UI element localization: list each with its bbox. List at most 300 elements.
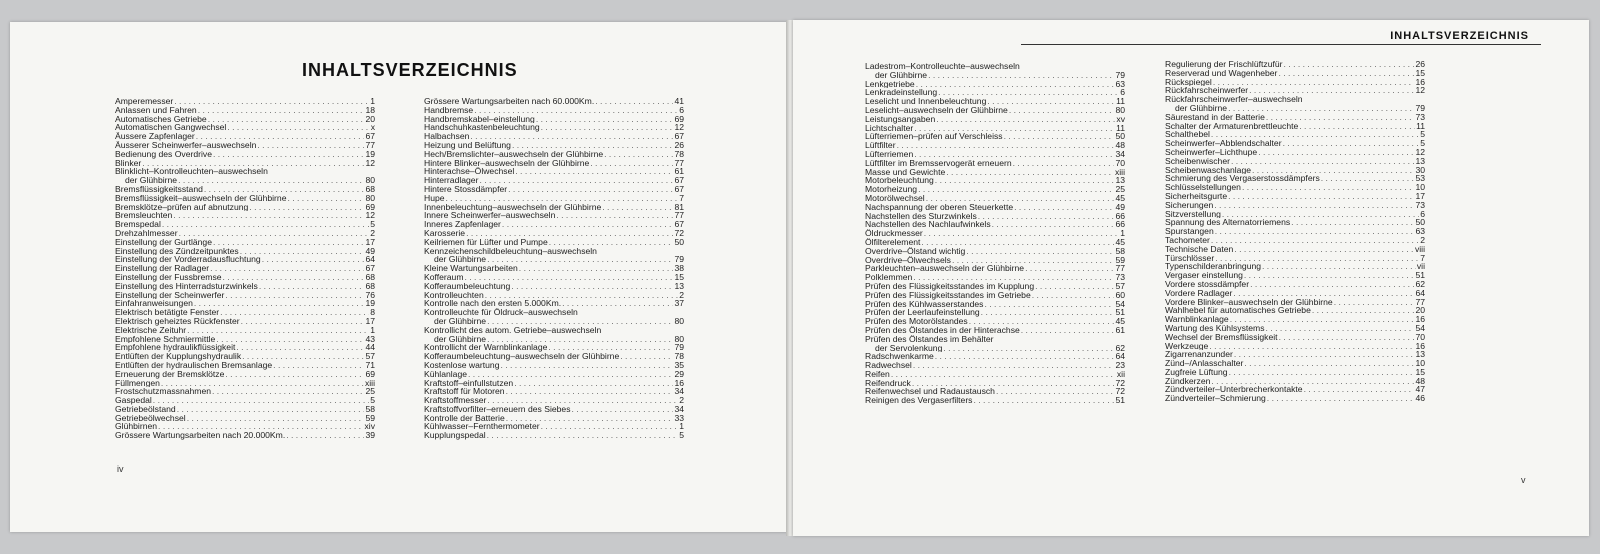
entry-title: Kraftstoff für Motoren — [424, 387, 505, 397]
dot-leader — [921, 238, 1114, 247]
entry-title: Scheibenwaschanlage — [1165, 165, 1252, 175]
entry-page-number: xii — [1116, 369, 1125, 379]
dot-leader — [187, 414, 365, 423]
dot-leader — [928, 71, 1114, 80]
dot-leader — [924, 229, 1119, 238]
entry-page-number: 67 — [674, 184, 684, 194]
entry-page-number: 58 — [1115, 246, 1125, 256]
entry-page-number: 67 — [674, 176, 684, 185]
entry-page-number: 5 — [1420, 139, 1425, 148]
index-entry — [115, 379, 375, 388]
dot-leader — [541, 123, 674, 132]
dot-leader — [891, 370, 1116, 379]
index-entry — [1165, 201, 1425, 210]
index-entry — [1165, 69, 1425, 78]
entry-title: Lüftfilter — [865, 141, 896, 150]
entry-page-number: 63 — [1115, 79, 1125, 89]
entry-page-number: 60 — [1115, 290, 1125, 300]
entry-title: Zigarrenanzunder — [1165, 350, 1233, 360]
entry-title: Reserverad und Wagenheber — [1165, 68, 1278, 78]
index-entry — [1165, 368, 1425, 377]
entry-title: Prüfen des Motorölstandes — [865, 317, 968, 326]
dot-leader — [198, 106, 365, 115]
index-entry — [115, 405, 375, 414]
index-entry — [865, 387, 1125, 396]
entry-title: Radschwenkarme — [865, 352, 934, 362]
entry-page-number: 6 — [1420, 209, 1425, 219]
dot-leader — [1250, 280, 1414, 289]
entry-title: Innenbeleuchtung–auswechseln der Glühbirne — [424, 202, 602, 212]
dot-leader — [620, 352, 673, 361]
entry-title: Einstellung des Hinterradsturzwinkels — [115, 281, 258, 291]
dot-leader — [210, 264, 364, 273]
entry-page-number: 77 — [365, 140, 375, 150]
dot-leader — [996, 387, 1114, 396]
entry-page-number: 17 — [365, 237, 375, 247]
dot-leader — [541, 422, 679, 431]
entry-title: Rückspiegel — [1165, 77, 1212, 87]
entry-page-number: 67 — [674, 132, 684, 141]
dot-leader — [1213, 78, 1415, 87]
index-entry — [1165, 359, 1425, 368]
dot-leader — [1229, 368, 1415, 377]
entry-page-number: 61 — [1115, 325, 1125, 335]
index-entry — [424, 326, 684, 335]
entry-title: Einstellung der Gurtlänge — [115, 237, 212, 247]
entry-title: Ölfilterelement — [865, 237, 921, 247]
index-entry — [865, 370, 1125, 379]
page-title: INHALTSVERZEICHNIS — [1390, 30, 1529, 42]
dot-leader — [1004, 132, 1115, 141]
dot-leader — [1214, 201, 1414, 210]
entry-page-number: 78 — [674, 352, 684, 361]
entry-title: Prüfen des Flüssigkeitsstandes im Getriebe — [865, 290, 1031, 300]
entry-page-number: x — [370, 123, 375, 133]
dot-leader — [1312, 306, 1415, 315]
entry-title: Lichtschalter — [865, 123, 914, 133]
dot-leader — [162, 220, 369, 229]
entry-page-number: 5 — [679, 431, 684, 441]
entry-title: Innere Scheinwerfer–auswechseln — [424, 211, 556, 221]
dot-leader — [178, 176, 364, 185]
entry-page-number: 19 — [365, 299, 375, 309]
entry-page-number: 45 — [1115, 237, 1125, 247]
index-entry — [1165, 245, 1425, 254]
dot-leader — [913, 361, 1115, 370]
entry-title: Blinklicht–Kontrolleuchten–auswechseln — [115, 167, 268, 177]
dot-leader — [1211, 377, 1414, 386]
dot-leader — [241, 317, 365, 326]
entry-page-number: 2 — [1420, 235, 1425, 245]
entry-title: Gaspedal — [115, 396, 152, 405]
dot-leader — [981, 308, 1115, 317]
entry-title: Nachstellen des Sturzwinkels — [865, 211, 977, 221]
index-entry — [865, 176, 1125, 185]
dot-leader — [487, 431, 679, 440]
entry-page-number: 48 — [1115, 141, 1125, 150]
index-entry — [1165, 157, 1425, 166]
dot-leader — [212, 387, 364, 396]
entry-title: Schalthebel — [1165, 130, 1210, 140]
index-entry — [865, 159, 1125, 168]
index-entry — [424, 422, 684, 431]
entry-title: Türschlösser — [1165, 253, 1215, 263]
entry-page-number: 23 — [1115, 361, 1125, 370]
dot-leader — [514, 379, 673, 388]
entry-page-number: 34 — [674, 404, 684, 414]
dot-leader — [602, 203, 673, 212]
dot-leader — [595, 97, 673, 106]
entry-title: der Glühbirne — [1175, 103, 1228, 113]
entry-page-number: 25 — [1115, 185, 1125, 194]
entry-page-number: 17 — [365, 316, 375, 326]
index-entry — [424, 176, 684, 185]
dot-leader — [987, 97, 1115, 106]
entry-page-number: 80 — [674, 316, 684, 326]
index-entry — [115, 396, 375, 405]
entry-title: Einfahranweisungen — [115, 299, 193, 309]
entry-page-number: 68 — [365, 281, 375, 291]
entry-title: der Glühbirne — [434, 334, 487, 344]
entry-page-number: 35 — [674, 360, 684, 370]
entry-page-number: 20 — [1415, 306, 1425, 316]
entry-page-number: 1 — [1120, 229, 1125, 238]
index-entry — [115, 387, 375, 396]
dot-leader — [225, 370, 364, 379]
index-entry — [424, 370, 684, 379]
index-entry — [424, 299, 684, 308]
entry-page-number: 12 — [365, 211, 375, 221]
index-entry — [424, 211, 684, 220]
index-entry — [1165, 254, 1425, 263]
entry-title: Äussere Zapfenlager — [115, 132, 195, 141]
index-entry — [865, 335, 1125, 344]
entry-title: Automatischen Gangwechsel — [115, 123, 227, 133]
index-entry — [1165, 130, 1425, 139]
dot-leader — [536, 115, 674, 124]
entry-page-number: 34 — [1115, 149, 1125, 159]
entry-title: der Glühbirne — [434, 255, 487, 265]
entry-page-number: 18 — [365, 105, 375, 115]
dot-leader — [1211, 130, 1419, 139]
dot-leader — [1252, 166, 1414, 175]
entry-page-number: 16 — [1415, 315, 1425, 324]
entry-title: Halbachsen — [424, 132, 470, 141]
index-entry — [865, 141, 1125, 150]
index-entry — [1165, 78, 1425, 87]
index-entry — [865, 194, 1125, 203]
entry-title: Frostschutzmassnahmen — [115, 387, 211, 397]
page-title: INHALTSVERZEICHNIS — [302, 60, 518, 80]
index-entry — [115, 431, 375, 440]
entry-page-number: 61 — [674, 167, 684, 177]
dot-leader — [935, 352, 1115, 361]
entry-title: Kraftstoff–einfullstutzen — [424, 378, 514, 388]
entry-page-number: 59 — [365, 413, 375, 423]
index-entry — [115, 273, 375, 282]
entry-page-number: 62 — [1115, 343, 1125, 353]
entry-page-number: 12 — [1415, 86, 1425, 96]
right-page — [793, 20, 1589, 536]
index-entry — [865, 212, 1125, 221]
index-entry — [865, 124, 1125, 133]
entry-page-number: 26 — [1415, 60, 1425, 69]
index-entry — [115, 282, 375, 291]
index-entry — [115, 352, 375, 361]
index-entry — [1165, 377, 1425, 386]
entry-title: Säurestand in der Batterie — [1165, 112, 1265, 122]
index-entry — [865, 229, 1125, 238]
index-entry — [115, 361, 375, 370]
entry-title: Glühbirnen — [115, 422, 158, 432]
entry-title: Automatisches Getriebe — [115, 114, 207, 124]
entry-page-number: 54 — [1115, 299, 1125, 309]
index-entry — [115, 370, 375, 379]
entry-page-number: 57 — [365, 352, 375, 361]
index-entry — [1165, 315, 1425, 324]
index-entry — [865, 71, 1125, 80]
dot-leader — [918, 185, 1114, 194]
entry-page-number: 51 — [1115, 308, 1125, 318]
entry-title: Kupplungspedal — [424, 431, 486, 441]
entry-page-number: 64 — [365, 255, 375, 265]
index-entry — [865, 185, 1125, 194]
entry-page-number: 6 — [679, 105, 684, 115]
index-entry — [865, 282, 1125, 291]
entry-title: Vergaser einstellung — [1165, 271, 1243, 280]
entry-title: Lüftfilter im Bremsservogerät erneuern — [865, 158, 1012, 168]
index-entry — [115, 326, 375, 335]
dot-leader — [1267, 394, 1415, 403]
entry-title: Scheibenwischer — [1165, 156, 1230, 166]
index-entry — [424, 97, 684, 106]
dot-leader — [966, 247, 1114, 256]
index-entry — [424, 220, 684, 229]
entry-title: Prüfen des Ölstandes in der Hinterachse — [865, 325, 1020, 335]
entry-page-number: 2 — [370, 228, 375, 238]
index-entry — [424, 141, 684, 150]
entry-title: Kleine Wartungsarbeiten — [424, 264, 518, 273]
entry-page-number: 13 — [1415, 156, 1425, 166]
index-entry — [865, 264, 1125, 273]
entry-title: Kühlwasser–Fernthermometer — [424, 422, 540, 432]
dot-leader — [506, 414, 674, 423]
entry-title: Erneuerung der Bremsklötze — [115, 369, 225, 379]
entry-title: Ladestrom–Kontrolleuchte–auswechseln — [865, 62, 1020, 71]
dot-leader — [500, 361, 673, 370]
index-entry — [1165, 166, 1425, 175]
entry-title: Öldruckmesser — [865, 229, 923, 238]
entry-page-number: 47 — [1415, 385, 1425, 395]
entry-title: Handbremse — [424, 105, 474, 115]
entry-page-number: 10 — [1415, 359, 1425, 368]
dot-leader — [978, 212, 1115, 221]
index-entry — [115, 115, 375, 124]
entry-page-number: 50 — [1115, 132, 1125, 142]
index-entry — [115, 176, 375, 185]
index-entry — [115, 132, 375, 141]
index-entry — [1165, 280, 1425, 289]
dot-leader — [508, 185, 673, 194]
dot-leader — [187, 326, 369, 335]
entry-page-number: 53 — [1415, 174, 1425, 184]
dot-leader — [259, 282, 365, 291]
index-entry — [865, 300, 1125, 309]
dot-leader — [916, 80, 1115, 89]
dot-leader — [1209, 342, 1414, 351]
index-entry — [865, 97, 1125, 106]
dot-leader — [946, 168, 1114, 177]
index-entry — [115, 343, 375, 352]
dot-leader — [1230, 315, 1415, 324]
index-entry — [115, 335, 375, 344]
entry-title: Äusserer Scheinwerfer–auswechseln — [115, 140, 257, 150]
dot-leader — [158, 422, 363, 431]
index-entry — [115, 159, 375, 168]
index-entry — [1165, 350, 1425, 359]
entry-title: Hupe — [424, 193, 445, 203]
entry-title: Lüfterriemen — [865, 149, 914, 159]
entry-title: Technische Daten — [1165, 244, 1234, 254]
dot-leader — [177, 405, 365, 414]
index-entry — [865, 247, 1125, 256]
index-entry — [424, 308, 684, 317]
entry-page-number: 15 — [674, 272, 684, 282]
dot-leader — [1234, 350, 1415, 359]
entry-title: Wartung des Kühlsystems — [1165, 323, 1265, 333]
dot-leader — [548, 343, 673, 352]
dot-leader — [487, 335, 673, 344]
dot-leader — [943, 344, 1114, 353]
entry-title: Kraftstoffmesser — [424, 396, 487, 405]
index-entry — [1165, 192, 1425, 201]
index-entry — [1165, 394, 1425, 403]
dot-leader — [194, 299, 365, 308]
entry-page-number: 70 — [1415, 332, 1425, 342]
entry-title: Getriebeölwechsel — [115, 413, 186, 423]
dot-leader — [1321, 174, 1415, 183]
entry-title: Prüfen des Ölstandes im Behälter — [865, 334, 994, 344]
index-entry — [865, 220, 1125, 229]
index-entry — [865, 203, 1125, 212]
index-entry — [424, 264, 684, 273]
entry-title: Grössere Wartungsarbeiten nach 20.000Km. — [115, 431, 286, 441]
index-entry — [1165, 342, 1425, 351]
entry-page-number: 66 — [1115, 220, 1125, 230]
entry-page-number: 62 — [1415, 279, 1425, 289]
index-entry — [424, 115, 684, 124]
entry-title: Hintere Stossdämpfer — [424, 184, 508, 194]
index-entry — [865, 106, 1125, 115]
index-entry — [1165, 236, 1425, 245]
entry-page-number: 43 — [365, 334, 375, 344]
index-entry — [424, 203, 684, 212]
entry-title: Heizung und Belüftung — [424, 140, 511, 150]
index-entry — [115, 247, 375, 256]
dot-leader — [153, 396, 369, 405]
dot-leader — [973, 396, 1114, 405]
entry-title: Wahlhebel für automatisches Getriebe — [1165, 306, 1311, 316]
entry-page-number: 68 — [365, 272, 375, 282]
dot-leader — [225, 291, 364, 300]
index-entry — [1165, 86, 1425, 95]
entry-title: Leselicht und Innenbeleuchtung — [865, 97, 987, 106]
entry-page-number: 79 — [1115, 70, 1125, 80]
entry-page-number: 63 — [1415, 227, 1425, 236]
entry-page-number: 69 — [674, 114, 684, 124]
index-entry — [1165, 148, 1425, 157]
index-entry — [1165, 218, 1425, 227]
dot-leader — [204, 185, 365, 194]
index-entry — [115, 264, 375, 273]
dot-leader — [1279, 333, 1415, 342]
index-entry — [865, 308, 1125, 317]
entry-page-number: 80 — [1115, 105, 1125, 115]
entry-page-number: 1 — [679, 422, 684, 432]
entry-title: Rückfahrscheinwerfer–auswechseln — [1165, 95, 1303, 104]
index-entry — [115, 238, 375, 247]
index-entry — [424, 405, 684, 414]
entry-title: Kontrolle nach den ersten 5.000Km. — [424, 299, 562, 309]
entry-page-number: 50 — [674, 237, 684, 247]
entry-title: Kontrolleuchten — [424, 290, 484, 300]
entry-title: Vordere Blinker–auswechseln der Glühbirne — [1165, 297, 1333, 307]
entry-page-number: 2 — [679, 396, 684, 405]
index-entry — [424, 123, 684, 132]
entry-title: Motorölwechsel — [865, 193, 925, 203]
entry-title: Keilriemen für Lüfter und Pumpe — [424, 237, 548, 247]
entry-page-number: 71 — [365, 360, 375, 370]
dot-leader — [487, 396, 678, 405]
entry-page-number: 59 — [1115, 255, 1125, 265]
index-entry — [424, 106, 684, 115]
entry-title: Motorbeleuchtung — [865, 176, 934, 186]
index-entry — [1165, 306, 1425, 315]
entry-page-number: 49 — [1115, 202, 1125, 212]
index-entry — [865, 344, 1125, 353]
index-entry — [1165, 113, 1425, 122]
dot-leader — [604, 150, 673, 159]
entry-title: Bremsklötze–prüfen auf abnutzung — [115, 202, 249, 212]
entry-page-number: 58 — [365, 404, 375, 414]
entry-page-number: 39 — [365, 431, 375, 441]
dot-leader — [236, 343, 364, 352]
dot-leader — [161, 379, 364, 388]
dot-leader — [240, 247, 365, 256]
entry-page-number: 1 — [370, 325, 375, 335]
index-entry — [865, 352, 1125, 361]
entry-page-number: 67 — [674, 220, 684, 229]
dot-leader — [1284, 60, 1415, 69]
entry-title: Kostenlose wartung — [424, 360, 500, 370]
entry-title: der Glühbirne — [125, 176, 178, 185]
index-entry — [424, 194, 684, 203]
index-column — [115, 97, 375, 440]
entry-page-number: 7 — [1420, 253, 1425, 263]
dot-leader — [249, 203, 364, 212]
entry-title: Hintere Blinker–auswechseln der Glühbirne — [424, 158, 590, 168]
entry-page-number: 72 — [1115, 387, 1125, 397]
index-entry — [115, 308, 375, 317]
entry-title: Lenkradeinstellung — [865, 88, 938, 98]
index-entry — [115, 123, 375, 132]
dot-leader — [474, 106, 678, 115]
entry-page-number: 54 — [1415, 323, 1425, 333]
dot-leader — [506, 387, 674, 396]
entry-title: Kofferaumbeleuchtung — [424, 281, 511, 291]
entry-page-number: 80 — [365, 193, 375, 203]
entry-title: Kontrollicht des autom. Getriebe–auswechseln — [424, 325, 602, 335]
